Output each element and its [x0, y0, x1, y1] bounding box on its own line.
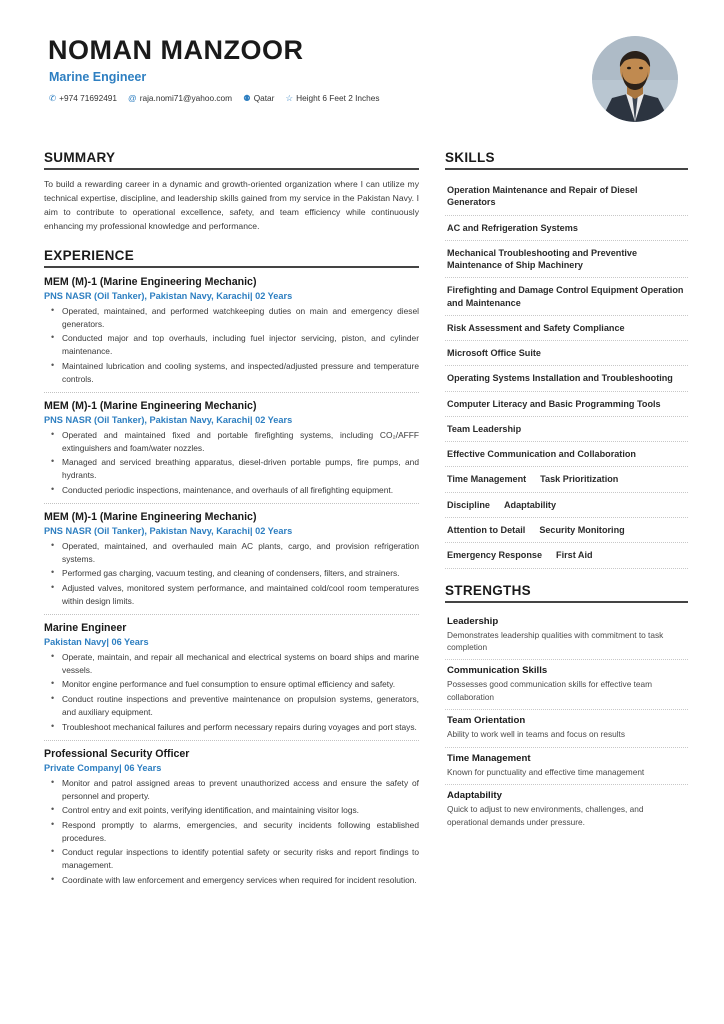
job-bullets [44, 777, 419, 887]
strength-item [445, 748, 688, 785]
job-bullet: • Monitor and patrol assigned areas to prevent unauthorized access and ensure the safety of personnel and property. [60, 777, 419, 803]
skill-row [445, 467, 688, 492]
strength-title: Adaptability [447, 790, 502, 802]
strength-desc: Possesses good communication skills for effective team collaboration [447, 679, 653, 702]
contact-phone[interactable] [49, 93, 117, 103]
job-bullet: • Control entry and exit points, verifying identification, and maintaining visitor logs. [60, 804, 419, 817]
job-company: PNS NASR (Oil Tanker), Pakistan Navy, Karachi [44, 290, 250, 301]
job-duration: 02 Years [255, 525, 293, 536]
location-icon: ⚉ [243, 93, 251, 104]
skill-row [445, 493, 688, 518]
candidate-name: NOMAN MANZOOR [48, 35, 304, 65]
job-bullet: • Maintained lubrication and cooling systems, and inspected/adjusted pressure and temperature controls. [60, 360, 419, 386]
job-bullet: • Respond promptly to alarms, emergencies, and security incidents following established procedures. [60, 819, 419, 845]
skill-row [445, 543, 688, 568]
strength-title: Communication Skills [447, 665, 548, 677]
job-duration: 02 Years [255, 414, 293, 425]
contact-height-text: Height 6 Feet 2 Inches [296, 93, 380, 104]
job-role: MEM (M)-1 (Marine Engineering Mechanic) [44, 275, 257, 288]
skill-row [445, 518, 688, 543]
resume-columns [44, 150, 684, 893]
contact-height [285, 93, 379, 103]
skills-section [445, 150, 688, 569]
job-bullet: • Managed and serviced breathing apparatus, diesel-driven portable pumps, fire pumps, and hydrants. [60, 456, 419, 482]
summary-text: To build a rewarding career in a dynamic and growth-oriented organization where I can utilize my technical expertise, discipline, and leadership skills gained from my service in the Pakistan Navy. I aim to contribute to operational excellence, safety, and team efficiency while continuously enhancing my professional knowledge and performance. [44, 179, 419, 231]
strengths-title: STRENGTHS [445, 583, 688, 603]
contact-email-text: raja.nomi71@yahoo.com [139, 93, 233, 104]
strength-desc: Ability to work well in teams and focus on results [447, 729, 625, 740]
job-meta: Pakistan Navy| 06 Years [44, 636, 149, 647]
contact-phone-text: +974 71692491 [59, 93, 118, 104]
email-icon: @ [128, 93, 137, 104]
strength-item [445, 611, 688, 661]
experience-item [44, 740, 419, 887]
job-bullet: • Conduct regular inspections to identify potential safety or security risks and report findings to management. [60, 846, 419, 872]
skill-item: Mechanical Troubleshooting and Preventive Maintenance of Ship Machinery [445, 241, 688, 279]
job-bullet: • Operated and maintained fixed and portable firefighting systems, including CO₂/AFFF extinguishers and foam/water nozzles. [60, 429, 419, 455]
height-icon: ☆ [285, 93, 294, 104]
contact-location [243, 93, 274, 103]
job-company: Private Company [44, 762, 120, 773]
job-bullet: • Operated, maintained, and performed watchkeeping duties on main and emergency diesel generators. [60, 305, 419, 331]
skill-item: Adaptability [503, 499, 557, 510]
skill-item: Computer Literacy and Basic Programming Tools [445, 392, 688, 417]
strength-desc: Quick to adjust to new environments, challenges, and operational demands under pressure. [447, 804, 644, 827]
skill-item: Operating Systems Installation and Troubleshooting [445, 366, 688, 391]
contact-email[interactable] [128, 93, 232, 103]
job-bullet: • Performed gas charging, vacuum testing, and cleaning of condensers, filters, and strainers. [60, 567, 419, 580]
job-bullets [44, 429, 419, 497]
skill-item: Emergency Response [447, 550, 543, 561]
skill-item: Task Prioritization [540, 474, 619, 485]
skill-item: AC and Refrigeration Systems [445, 216, 688, 241]
strength-item [445, 710, 688, 747]
contact-row [49, 93, 684, 103]
strength-item [445, 785, 688, 834]
job-company: Pakistan Navy [44, 636, 107, 647]
skill-item: Attention to Detail [447, 524, 526, 535]
experience-section [44, 248, 419, 887]
job-role: Marine Engineer [44, 621, 127, 634]
skill-item: Operation Maintenance and Repair of Diesel Generators [445, 178, 688, 216]
skill-item: Effective Communication and Collaboration [445, 442, 688, 467]
experience-item [44, 392, 419, 497]
summary-title: SUMMARY [44, 150, 419, 170]
strength-title: Time Management [447, 752, 531, 764]
job-bullet: • Coordinate with law enforcement and emergency services when required for incident resolution. [60, 874, 419, 887]
job-company: PNS NASR (Oil Tanker), Pakistan Navy, Karachi [44, 525, 250, 536]
job-meta: Private Company| 06 Years [44, 762, 162, 773]
job-bullet: • Monitor engine performance and fuel consumption to ensure optimal efficiency and safety. [60, 678, 419, 691]
job-role: MEM (M)-1 (Marine Engineering Mechanic) [44, 399, 257, 412]
profile-photo [592, 36, 678, 122]
strength-desc: Demonstrates leadership qualities with commitment to task completion [447, 629, 664, 652]
phone-icon: ✆ [49, 93, 57, 104]
skill-item: Risk Assessment and Safety Compliance [445, 316, 688, 341]
skill-item: Firefighting and Damage Control Equipment Operation and Maintenance [445, 278, 688, 316]
skills-title: SKILLS [445, 150, 688, 170]
job-bullet: • Troubleshoot mechanical failures and perform necessary repairs during voyages and port stays. [60, 721, 419, 734]
job-meta: PNS NASR (Oil Tanker), Pakistan Navy, Karachi| 02 Years [44, 525, 293, 536]
job-bullets [44, 540, 419, 608]
contact-location-text: Qatar [253, 93, 275, 104]
job-role: Professional Security Officer [44, 747, 190, 760]
job-duration: 06 Years [111, 636, 149, 647]
strength-item [445, 660, 688, 710]
experience-item [44, 614, 419, 734]
skill-item: Team Leadership [445, 417, 688, 442]
experience-item [44, 503, 419, 608]
right-column [445, 150, 688, 893]
skill-item: First Aid [556, 550, 593, 561]
skill-item: Microsoft Office Suite [445, 341, 688, 366]
job-duration: 02 Years [255, 290, 293, 301]
job-bullet: • Adjusted valves, monitored system performance, and maintained cold/cool room temperatures within design limits. [60, 582, 419, 608]
job-bullet: • Conducted periodic inspections, maintenance, and overhauls of all firefighting equipment. [60, 484, 419, 497]
left-column [44, 150, 419, 893]
profile-photo-graphic [592, 36, 678, 122]
job-bullets [44, 305, 419, 386]
job-bullet: • Conducted major and top overhauls, including fuel injector servicing, piston, and cylinder maintenance. [60, 332, 419, 358]
job-meta: PNS NASR (Oil Tanker), Pakistan Navy, Karachi| 02 Years [44, 290, 293, 301]
strength-title: Team Orientation [447, 715, 526, 727]
summary-section [44, 150, 419, 234]
experience-item [44, 276, 419, 386]
strengths-section [445, 583, 688, 835]
job-role: MEM (M)-1 (Marine Engineering Mechanic) [44, 510, 257, 523]
experience-title: EXPERIENCE [44, 248, 419, 268]
job-bullet: • Operate, maintain, and repair all mechanical and electrical systems on board ships and marine vessels. [60, 651, 419, 677]
skill-item: Security Monitoring [539, 524, 625, 535]
skill-item: Discipline [447, 499, 490, 510]
job-meta: PNS NASR (Oil Tanker), Pakistan Navy, Karachi| 02 Years [44, 414, 293, 425]
skills-list [445, 178, 688, 569]
job-bullet: • Operated, maintained, and overhauled main AC plants, cargo, and provision refrigeration systems. [60, 540, 419, 566]
job-company: PNS NASR (Oil Tanker), Pakistan Navy, Karachi [44, 414, 250, 425]
job-bullets [44, 651, 419, 734]
strength-title: Leadership [447, 615, 499, 627]
resume-header [44, 36, 684, 128]
job-bullet: • Conduct routine inspections and preventive maintenance on propulsion systems, generators, and auxiliary equipment. [60, 693, 419, 719]
job-duration: 06 Years [124, 762, 162, 773]
candidate-job-title: Marine Engineer [49, 70, 147, 85]
strength-desc: Known for punctuality and effective time management [447, 766, 645, 777]
skill-item: Time Management [447, 474, 527, 485]
